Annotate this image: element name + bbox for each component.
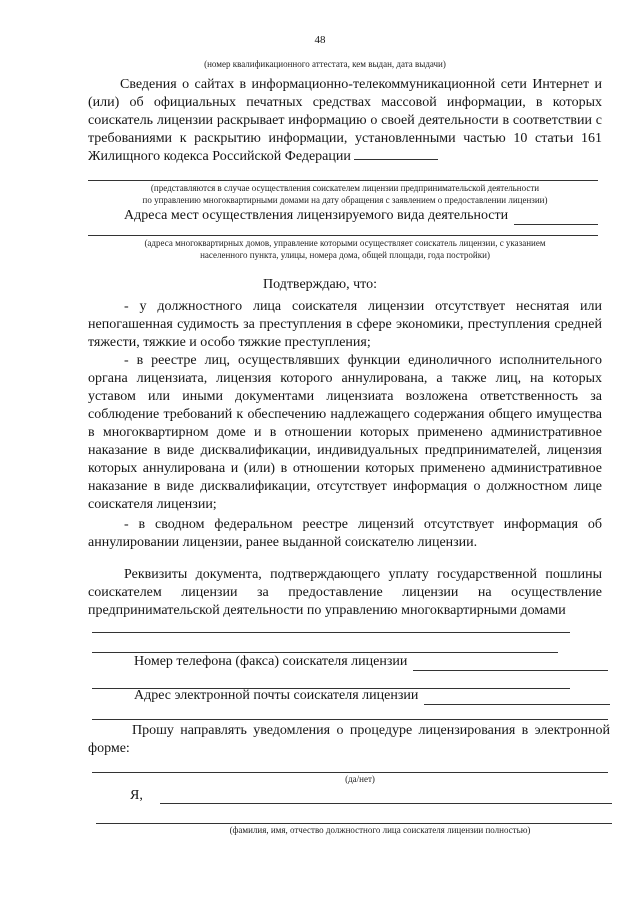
email-row — [134, 687, 610, 705]
note-attestat: (номер квалификационного аттестата, кем выдан, дата выдачи) — [204, 59, 446, 69]
addresses-line — [88, 235, 598, 236]
note-websites-2: по управлению многоквартирными домами на дату обращения с заявлением о предоставлении лицензии) — [142, 195, 548, 205]
payment-paragraph: Реквизиты документа, подтверждающего уплату государственной пошлины соискателем лицензии за предоставление лицензии на осуществление предпринимательской деятельности по управлению многоквартирными домами — [88, 567, 602, 618]
fio-line-1[interactable] — [160, 803, 612, 804]
confirm-heading: Подтверждаю, что: — [262, 277, 378, 292]
note-addresses-2: населенного пункта, улицы, номера дома, общей площади, года постройки) — [200, 250, 490, 260]
websites-fill-line — [354, 148, 438, 160]
confirm-item-3: - в сводном федеральном реестре лицензий отсутствует информация об аннулировании лицензии, ранее выданной соискателю лицензии. — [88, 517, 602, 550]
confirm-item-2: - в реестре лиц, осуществлявших функции единоличного исполнительного органа лицензиата, лицензия которого аннулирована, а также лиц, на которых уставом или иными документами лицензиата возложена ответственность за соблюдение требований к обеспечению надлежащего содержания общего имущества в многоквартирном доме и в отношении которых применено административное наказание в виде дисквалификации, индивидуальных предпринимателей, лицензия которых аннулирована и (или) в отношении которых применено административное наказание в виде дисквалификации, отсутствует информация о должностном лице соискателя лицензии; — [88, 353, 602, 512]
note-yes-no: (да/нет) — [345, 774, 375, 784]
note-websites-1: (представляются в случае осуществления соискателем лицензии предпринимательской деятельности — [150, 183, 540, 193]
email-label: Адрес электронной почты соискателя лицензии — [134, 688, 419, 703]
websites-line — [88, 180, 598, 181]
websites-paragraph: Сведения о сайтах в информационно-телекоммуникационной сети Интернет и (или) об официальных печатных средствах массовой информации, в которых соискатель лицензии раскрывает информацию о своей деятельности в соответствии с требованиями к раскрытию информации, установленными частью 10 статьи 161 Жилищного кодекса Российской Федерации — [88, 77, 602, 164]
email-line — [92, 719, 608, 720]
phone-row — [134, 653, 608, 671]
note-fio: (фамилия, имя, отчество должностного лица соискателя лицензии полностью) — [229, 825, 531, 835]
addresses-fill-line — [514, 211, 598, 225]
request-paragraph: Прошу направлять уведомления о процедуре лицензирования в электронной форме: — [88, 723, 610, 756]
addresses-row — [124, 207, 598, 225]
phone-field[interactable] — [413, 657, 608, 671]
addresses-label: Адреса мест осуществления лицензируемого вида деятельности — [124, 208, 509, 223]
page-number: 48 — [314, 34, 326, 46]
note-addresses-1: (адреса многоквартирных домов, управление которыми осуществляет соискатель лицензии, с указанием — [144, 238, 546, 248]
email-field[interactable] — [424, 691, 610, 705]
confirm-item-1: - у должностного лица соискателя лицензии отсутствует неснятая или непогашенная судимость за преступления в сфере экономики, преступления средней тяжести, тяжкие и особо тяжкие преступления; — [88, 299, 602, 350]
phone-label: Номер телефона (факса) соискателя лицензии — [134, 654, 408, 669]
payment-line-1 — [92, 632, 570, 633]
i-label: Я, — [130, 788, 143, 803]
